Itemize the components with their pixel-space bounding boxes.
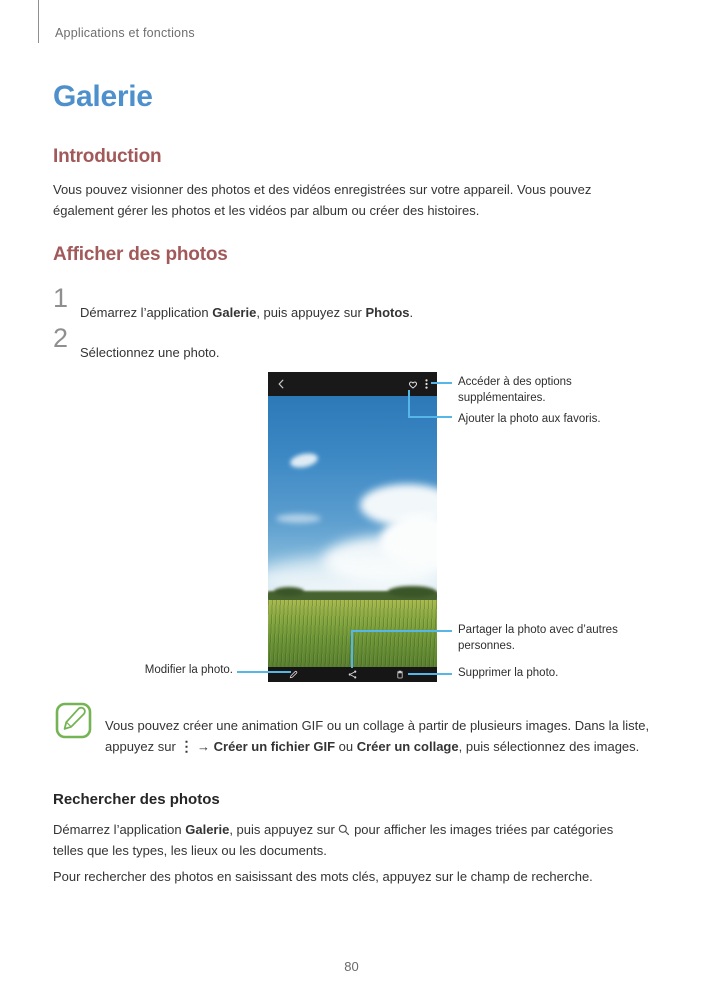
section-heading-rechercher: Rechercher des photos — [53, 791, 220, 808]
trash-icon — [396, 670, 404, 679]
step-1-pre: Démarrez l’application — [80, 305, 213, 320]
step-2-number: 2 — [53, 323, 69, 353]
rech-mid: , puis appuyez sur — [229, 822, 339, 837]
note-bold-collage: Créer un collage — [356, 739, 459, 754]
step-1-text — [80, 305, 413, 320]
back-icon — [277, 379, 285, 389]
intro-paragraph: Vous pouvez visionner des photos et des vidéos enregistrées sur votre appareil. Vous pouvez également gérer les photos et les vidéos par album ou créer des histoires. — [53, 182, 592, 218]
step-1-mid: , puis appuyez sur — [256, 305, 366, 320]
rech-post: pour afficher les images triées par catégories telles que les types, les lieux ou les documents. — [53, 822, 614, 858]
note-arrow: → — [193, 739, 214, 754]
callout-label-share: Partager la photo avec d’autres personnes. — [458, 624, 618, 652]
note-icon — [55, 702, 92, 739]
callout-label-edit: Modifier la photo. — [144, 664, 233, 676]
section-heading-afficher: Afficher des photos — [53, 244, 228, 265]
breadcrumb: Applications et fonctions — [55, 26, 195, 40]
callout-label-favorite: Ajouter la photo aux favoris. — [458, 413, 601, 425]
note-mid: ou — [335, 739, 357, 754]
more-vertical-icon — [425, 379, 428, 389]
header-divider — [38, 0, 39, 43]
cloud — [289, 451, 319, 470]
note-bold-gif: Créer un fichier GIF — [213, 739, 336, 754]
section-heading-introduction: Introduction — [53, 146, 162, 167]
rech-pre: Démarrez l’application — [53, 822, 186, 837]
callout-line-edit — [237, 671, 291, 673]
page-number: 80 — [344, 959, 359, 974]
callout-line-share — [351, 630, 452, 632]
step-1-post: . — [409, 305, 414, 320]
tree — [388, 586, 436, 597]
search-icon — [338, 824, 350, 836]
step-1-bold-galerie: Galerie — [212, 305, 257, 320]
callout-line-favorite — [408, 416, 452, 418]
rechercher-paragraph-2: Pour rechercher des photos en saisissant des mots clés, appuyez sur le champ de recherche. — [53, 869, 593, 884]
step-2-text: Sélectionnez une photo. — [80, 345, 220, 360]
rechercher-paragraph-1 — [53, 820, 643, 861]
note-pre: Vous pouvez créer une animation GIF ou un collage à partir de plusieurs images. Dans la liste, appuyez sur — [105, 718, 650, 754]
note-post: , puis sélectionnez des images. — [458, 739, 640, 754]
tree — [274, 587, 304, 596]
callout-line-share — [351, 630, 353, 668]
cloud — [276, 514, 321, 523]
note-text — [105, 716, 657, 757]
phone-topbar — [268, 372, 437, 396]
share-icon — [348, 670, 357, 679]
step-1-bold-photos: Photos — [365, 305, 410, 320]
callout-line-delete — [408, 673, 452, 675]
heart-icon — [408, 380, 418, 389]
page-title: Galerie — [53, 80, 153, 113]
photo-landscape — [268, 396, 437, 667]
callout-line-options — [431, 382, 452, 384]
rech-bold-galerie: Galerie — [185, 822, 230, 837]
callout-label-delete: Supprimer la photo. — [458, 667, 559, 679]
callout-label-options: Accéder à des options supplémentaires. — [458, 376, 572, 404]
phone-figure — [0, 372, 703, 682]
step-1-number: 1 — [53, 283, 69, 313]
callout-line-favorite — [408, 390, 410, 418]
more-vertical-icon-inline: ⋮ — [179, 738, 194, 754]
